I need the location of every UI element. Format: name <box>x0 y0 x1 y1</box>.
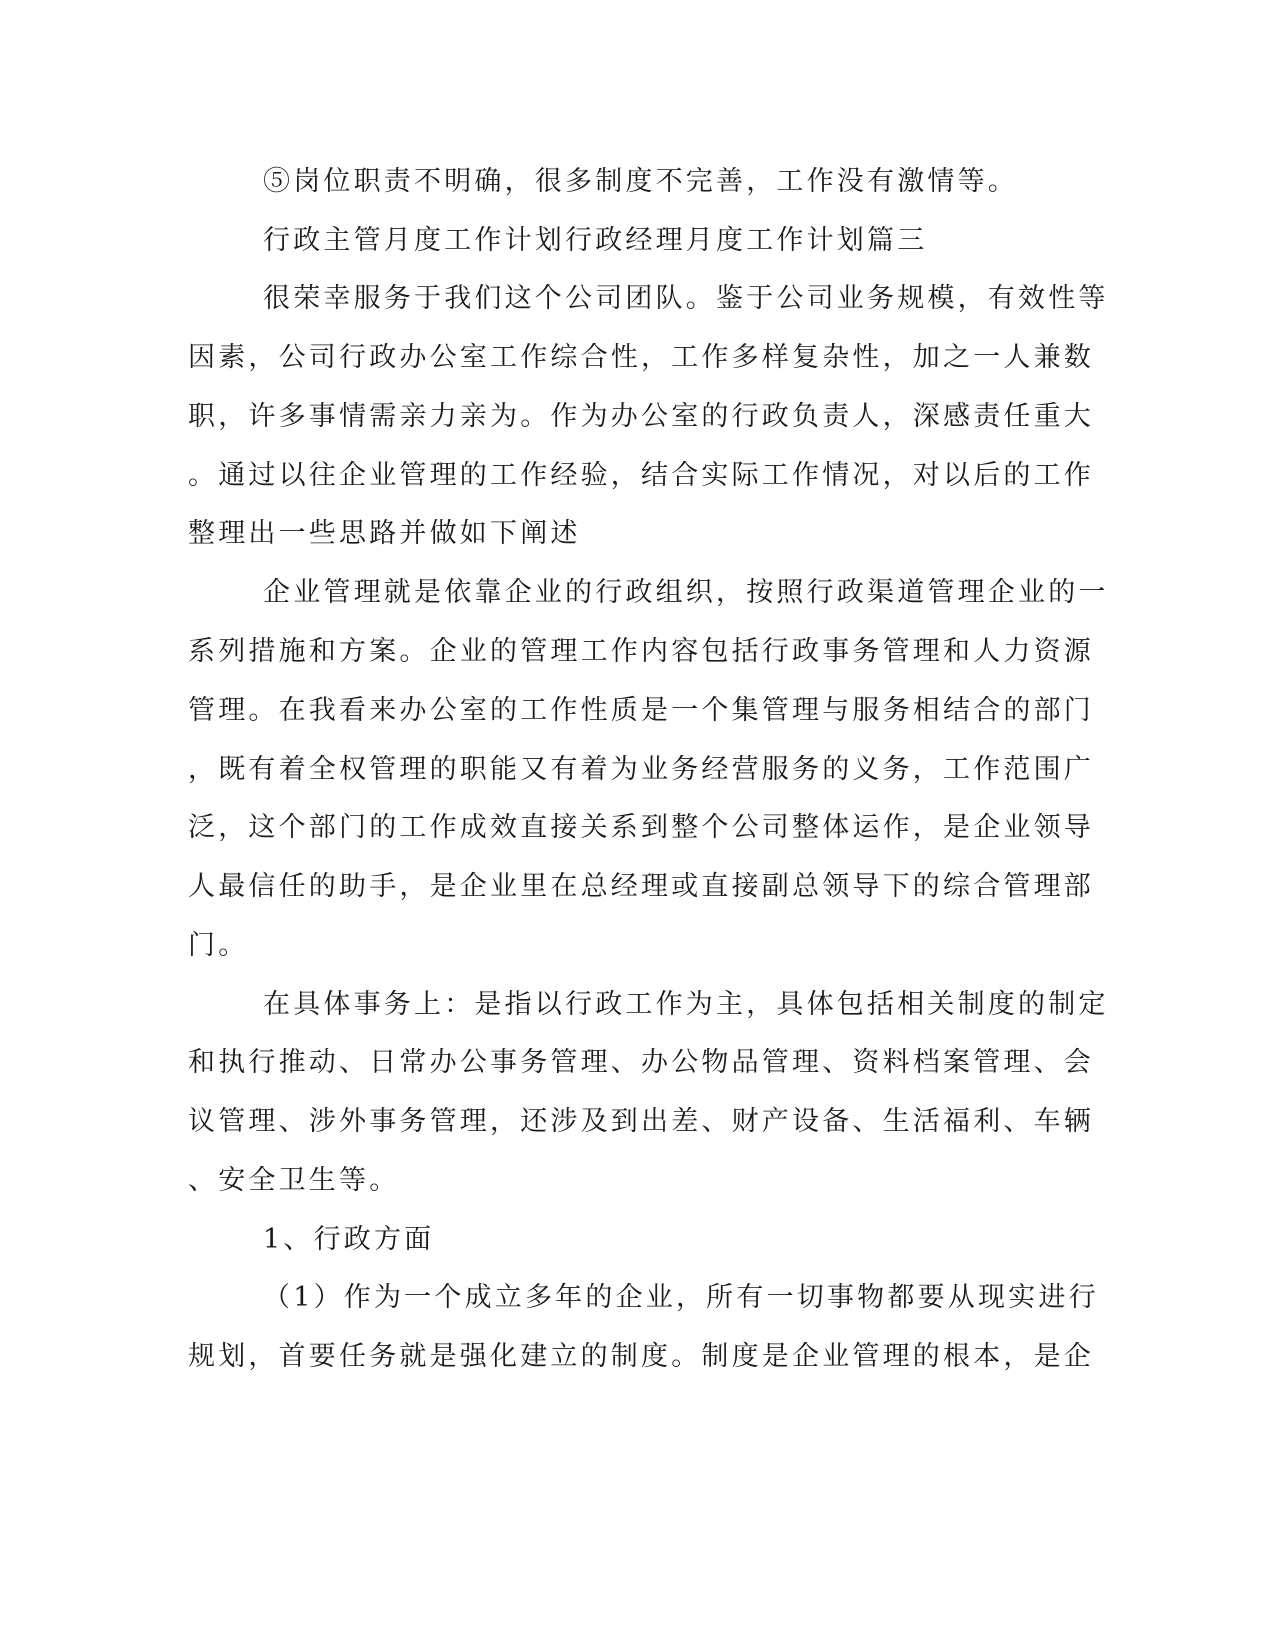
text-line: 很荣幸服务于我们这个公司团队。鉴于公司业务规模，有效性等 <box>263 283 1109 314</box>
text-line: 。通过以往企业管理的工作经验，结合实际工作情况，对以后的工作 <box>188 460 1094 491</box>
text-line: 门。 <box>188 930 249 961</box>
text-line: 议管理、涉外事务管理，还涉及到出差、财产设备、生活福利、车辆 <box>188 1106 1094 1137</box>
section-heading: 行政主管月度工作计划行政经理月度工作计划篇三 <box>263 225 928 256</box>
text-line: 在具体事务上：是指以行政工作为主，具体包括相关制度的制定 <box>263 989 1109 1020</box>
text-line: 职，许多事情需亲力亲为。作为办公室的行政负责人，深感责任重大 <box>188 401 1094 432</box>
text-line: ⑤岗位职责不明确，很多制度不完善，工作没有激情等。 <box>263 166 1018 197</box>
text-line: （1）作为一个成立多年的企业，所有一切事物都要从现实进行 <box>263 1282 1099 1313</box>
subsection-heading: 1、行政方面 <box>263 1224 435 1255</box>
text-line: ，既有着全权管理的职能又有着为业务经营服务的义务，工作范围广 <box>188 754 1094 785</box>
text-line: 整理出一些思路并做如下阐述 <box>188 518 581 549</box>
text-line: 人最信任的助手，是企业里在总经理或直接副总领导下的综合管理部 <box>188 871 1094 902</box>
text-line: 、安全卫生等。 <box>188 1165 400 1196</box>
text-line: 管理。在我看来办公室的工作性质是一个集管理与服务相结合的部门 <box>188 695 1094 726</box>
text-line: 泛，这个部门的工作成效直接关系到整个公司整体运作，是企业领导 <box>188 812 1094 843</box>
text-line: 因素，公司行政办公室工作综合性，工作多样复杂性，加之一人兼数 <box>188 342 1094 373</box>
text-line: 规划，首要任务就是强化建立的制度。制度是企业管理的根本，是企 <box>188 1341 1094 1372</box>
text-line: 系列措施和方案。企业的管理工作内容包括行政事务管理和人力资源 <box>188 636 1094 667</box>
text-line: 企业管理就是依靠企业的行政组织，按照行政渠道管理企业的一 <box>263 577 1109 608</box>
text-line: 和执行推动、日常办公事务管理、办公物品管理、资料档案管理、会 <box>188 1047 1094 1078</box>
